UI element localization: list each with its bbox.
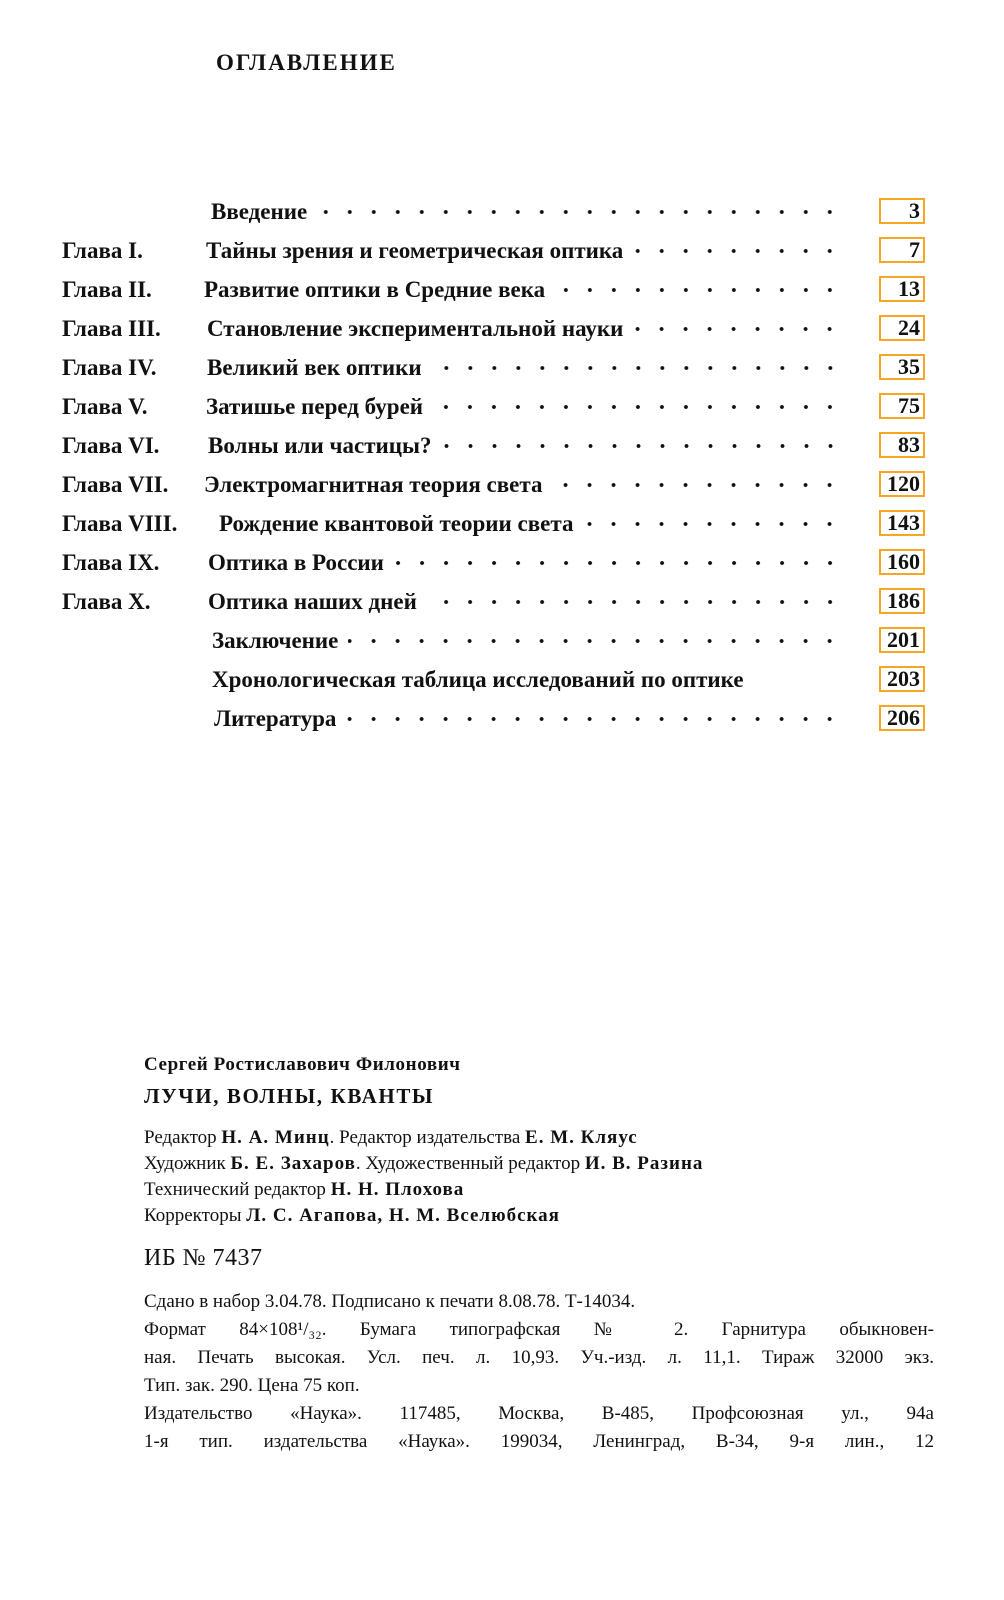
page-number-box[interactable]: 35	[879, 354, 925, 380]
entry-title[interactable]: Оптика наших дней	[208, 589, 417, 614]
credit-line: Корректоры Л. С. Агапова, Н. М. Вселюбская	[144, 1205, 560, 1226]
chapter-label: Глава I.	[62, 238, 143, 263]
toc-entry[interactable]	[0, 430, 1004, 462]
toc-entry[interactable]	[0, 274, 1004, 306]
page-number-box[interactable]: 186	[879, 588, 925, 614]
leader-dots	[633, 248, 842, 254]
entry-title[interactable]: Введение	[211, 199, 308, 224]
page-number-box[interactable]: 83	[879, 432, 925, 458]
entry-title[interactable]: Рождение квантовой теории света	[219, 511, 574, 536]
toc-entry[interactable]	[0, 391, 1004, 423]
page-number-box[interactable]: 206	[879, 705, 925, 731]
leader-dots	[633, 326, 842, 332]
credit-line: Технический редактор Н. Н. Плохова	[144, 1179, 465, 1200]
credits	[144, 1125, 934, 1229]
page-number-box[interactable]: 13	[879, 276, 925, 302]
entry-title[interactable]: Затишье перед бурей	[206, 394, 424, 419]
entry-title[interactable]: Волны или частицы?	[208, 433, 432, 458]
entry-title[interactable]: Оптика в России	[208, 550, 384, 575]
leader-dots	[317, 209, 842, 215]
entry-title[interactable]: Становление экспериментальной науки	[207, 316, 624, 341]
page-number-box[interactable]: 24	[879, 315, 925, 341]
toc-entry[interactable]	[0, 469, 1004, 501]
toc-entry[interactable]	[0, 235, 1004, 267]
leader-dots	[427, 599, 842, 605]
toc-entry[interactable]	[0, 196, 1004, 228]
leader-dots	[346, 716, 842, 722]
ib-number: ИБ № 7437	[144, 1245, 263, 1271]
entry-title[interactable]: Тайны зрения и геометрическая оптика	[206, 238, 624, 263]
leader-dots	[583, 521, 842, 527]
toc-entry[interactable]	[0, 313, 1004, 345]
page-number-box[interactable]: 160	[879, 549, 925, 575]
entry-title[interactable]: Развитие оптики в Средние века	[204, 277, 546, 302]
leader-dots	[394, 560, 842, 566]
toc-entry[interactable]	[0, 586, 1004, 618]
print-details: Сдано в набор 3.04.78. Подписано к печати 8.08.78. Т-14034. Формат 84×108¹/₃₂. Бумага типографская № 2. Гарнитура обыкновен- ная. Печать высокая. Усл. печ. л. 10,93. Уч.-изд. л. 11,1. Тираж 32000 экз. Тип. зак. 290. Цена 75 коп.	[144, 1291, 934, 1396]
leader-dots	[348, 638, 842, 644]
leader-dots	[442, 443, 843, 449]
page-number-box[interactable]: 120	[879, 471, 925, 497]
page-number-box[interactable]: 7	[879, 237, 925, 263]
page-number-box[interactable]: 75	[879, 393, 925, 419]
book-title: ЛУЧИ, ВОЛНЫ, КВАНТЫ	[144, 1084, 435, 1108]
leader-dots	[555, 287, 842, 293]
toc-entry[interactable]	[0, 625, 1004, 657]
imprint-block	[144, 1054, 934, 1456]
credit-line: Художник Б. Е. Захаров. Художественный редактор И. В. Разина	[144, 1153, 704, 1174]
toc-heading: ОГЛАВЛЕНИЕ	[216, 50, 397, 75]
chapter-label: Глава X.	[62, 589, 151, 614]
author-name: Сергей Ростиславович Филонович	[144, 1054, 461, 1075]
toc-entry[interactable]	[0, 508, 1004, 540]
chapter-label: Глава IV.	[62, 355, 157, 380]
toc-entry[interactable]	[0, 547, 1004, 579]
credit-line: Редактор Н. А. Минц. Редактор издательства Е. М. Кляус	[144, 1127, 638, 1148]
chapter-label: Глава V.	[62, 394, 148, 419]
page-number-box[interactable]: 3	[879, 198, 925, 224]
entry-title[interactable]: Заключение	[212, 628, 339, 653]
entry-title[interactable]: Хронологическая таблица исследований по оптике	[212, 667, 744, 692]
page-number-box[interactable]: 203	[879, 666, 925, 692]
toc-entry[interactable]	[0, 352, 1004, 384]
entry-title[interactable]: Электромагнитная теория света	[204, 472, 543, 497]
page-number-box[interactable]: 201	[879, 627, 925, 653]
entry-title[interactable]: Великий век оптики	[207, 355, 422, 380]
chapter-label: Глава VII.	[62, 472, 169, 497]
table-of-contents	[0, 0, 1004, 760]
publisher-details: Издательство «Наука». 117485, Москва, В-485, Профсоюзная ул., 94а 1-я тип. издательства «Наука». 199034, Ленинград, В-34, 9-я лин., 12	[144, 1403, 934, 1452]
leader-dots	[433, 404, 842, 410]
entry-title[interactable]: Литература	[214, 706, 337, 731]
chapter-label: Глава IX.	[62, 550, 160, 575]
chapter-label: Глава II.	[62, 277, 152, 302]
toc-entry[interactable]	[0, 703, 1004, 735]
chapter-label: Глава VIII.	[62, 511, 178, 536]
page-number-box[interactable]: 143	[879, 510, 925, 536]
chapter-label: Глава VI.	[62, 433, 160, 458]
leader-dots	[432, 365, 842, 371]
leader-dots	[552, 482, 842, 488]
chapter-label: Глава III.	[62, 316, 161, 341]
toc-entry[interactable]	[0, 664, 1004, 696]
